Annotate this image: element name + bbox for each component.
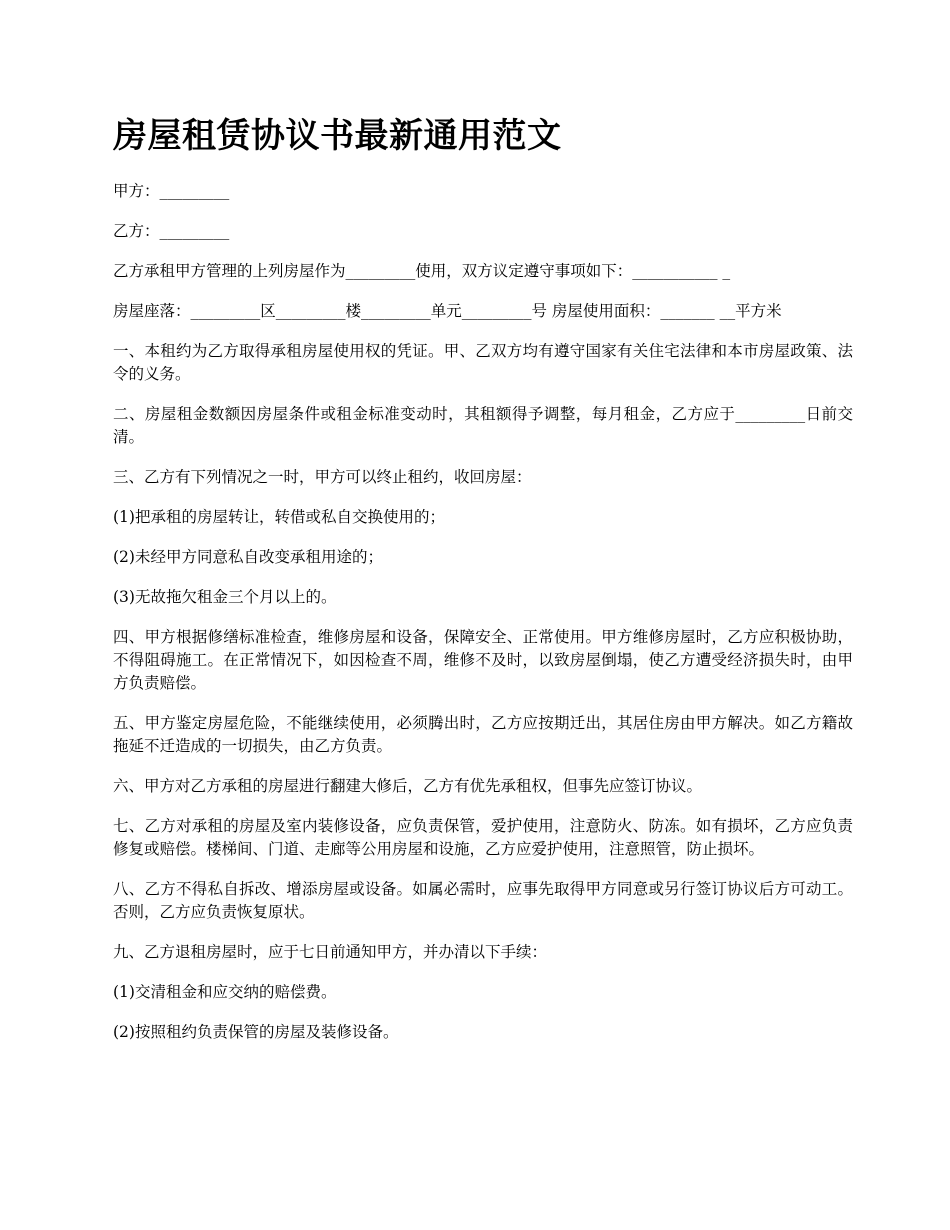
clause-1: 一、本租约为乙方取得承租房屋使用权的凭证。甲、乙双方均有遵守国家有关住宅法律和本市房屋政策、法令的义务。 xyxy=(113,342,853,383)
clause-3-item-3: (3)无故拖欠租金三个月以上的。 xyxy=(113,588,337,606)
clause-9-item-1: (1)交清租金和应交纳的赔偿费。 xyxy=(113,983,337,1001)
clause-8: 八、乙方不得私自拆改、增添房屋或设备。如属必需时，应事先取得甲方同意或另行签订协议后方可动工。否则，乙方应负责恢复原状。 xyxy=(113,880,853,921)
party-a-line: 甲方：_________ xyxy=(113,182,230,200)
clause-9-item-2: (2)按照租约负责保管的房屋及装修设备。 xyxy=(113,1023,399,1041)
document-title: 房屋租赁协议书最新通用范文 xyxy=(113,116,562,156)
clause-3: 三、乙方有下列情况之一时，甲方可以终止租约，收回房屋： xyxy=(113,468,532,486)
clause-6: 六、甲方对乙方承租的房屋进行翻建大修后，乙方有优先承租权，但事先应签订协议。 xyxy=(113,777,703,795)
property-location-paragraph: 房屋座落：_________区_________楼_________单元_________号 房屋使用面积：_______ __平方米 xyxy=(113,302,782,320)
clause-5: 五、甲方鉴定房屋危险，不能继续使用，必须腾出时，乙方应按期迁出，其居住房由甲方解决。如乙方籍故拖延不迁造成的一切损失，由乙方负责。 xyxy=(113,714,853,755)
party-b-line: 乙方：_________ xyxy=(113,222,230,240)
clause-4: 四、甲方根据修缮标准检查，维修房屋和设备，保障安全、正常使用。甲方维修房屋时，乙方应积极协助，不得阻碍施工。在正常情况下，如因检查不周，维修不及时，以致房屋倒塌，使乙方遭受经济损失时，由甲方负责赔偿。 xyxy=(113,628,853,692)
clause-7: 七、乙方对承租的房屋及室内装修设备，应负责保管，爱护使用，注意防火、防冻。如有损坏，乙方应负责修复或赔偿。楼梯间、门道、走廊等公用房屋和设施，乙方应爱护使用，注意照管，防止损坏。 xyxy=(113,817,853,858)
document-page xyxy=(113,112,853,1061)
intro-paragraph: 乙方承租甲方管理的上列房屋作为_________使用，双方议定遵守事项如下：___________ _ xyxy=(113,262,731,280)
clause-3-item-1: (1)把承租的房屋转让，转借或私自交换使用的； xyxy=(113,508,445,526)
clause-9: 九、乙方退租房屋时，应于七日前通知甲方，并办清以下手续： xyxy=(113,943,548,961)
clause-3-item-2: (2)未经甲方同意私自改变承租用途的； xyxy=(113,548,383,566)
clause-2: 二、房屋租金数额因房屋条件或租金标准变动时，其租额得予调整，每月租金，乙方应于_________日前交清。 xyxy=(113,405,853,446)
